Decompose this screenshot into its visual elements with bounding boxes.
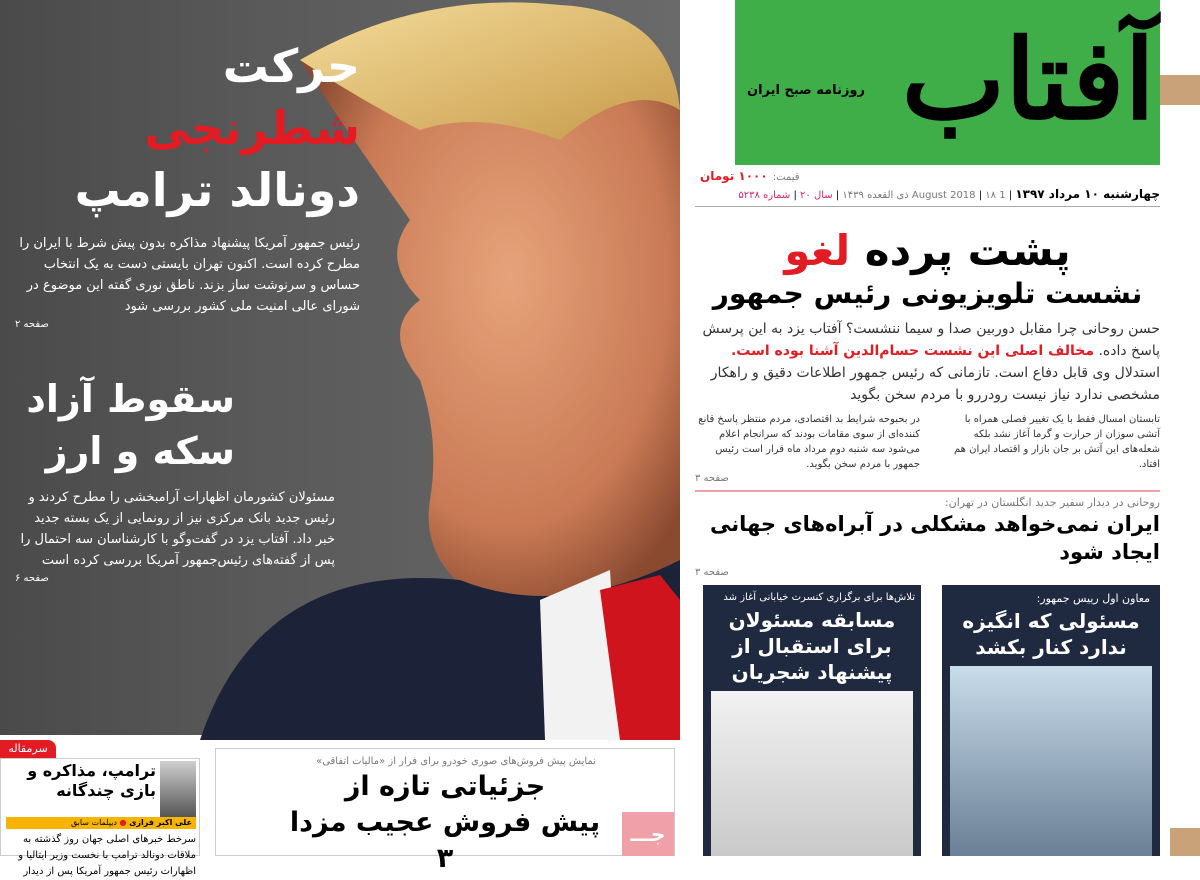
photo-stories — [15, 35, 360, 587]
waterways-headline[interactable]: ایران نمی‌خواهد مشکلی در آبراه‌های جهانی ایجاد شود — [710, 512, 1160, 564]
box-kicker: تلاش‌ها برای برگزاری کنسرت خیابانی آغاز شد — [723, 592, 915, 603]
price: ۱۰۰۰ تومان — [700, 169, 768, 183]
currency-headline[interactable] — [15, 373, 235, 477]
page-ref[interactable]: صفحه ۶ — [15, 573, 49, 584]
author-role: دیپلمات سابق — [70, 818, 117, 827]
mazda-story[interactable] — [215, 748, 675, 874]
editorial-box[interactable] — [0, 758, 200, 877]
headline-line2: سکه و ارز — [45, 429, 235, 473]
lead-body-highlight: مخالف اصلی این نشست حسام‌الدین آشنا بوده است. — [730, 343, 1095, 359]
price-label: قیمت: — [772, 172, 800, 183]
mazda-headline — [224, 769, 666, 877]
dateline: چهارشنبه ۱۰ مرداد ۱۳۹۷ | 1 August 2018 | ۱۸ ذی القعده ۱۴۳۹ | سال ۲۰ | شماره ۵۲۳۸ — [695, 186, 1160, 207]
headline-line2: پیش فروش عجیب مزدا ۳ — [289, 807, 601, 874]
editorial-badge: سرمقاله — [0, 740, 56, 758]
side-tab — [1170, 828, 1200, 856]
lead-column-right: تابستان امسال فقط با یک تغییر فصلی همراه با آتشی سوزان از حرارت و گرما آغاز نشد بلکه شعله‌های این آتش بر جان بازار و اقتصاد ایران هم افتاد. — [954, 414, 1160, 470]
page-ref[interactable]: صفحه ۳ — [695, 567, 729, 578]
right-column — [695, 226, 1160, 856]
year: سال ۲۰ — [800, 190, 833, 201]
stamp-graphic: جـــ — [622, 812, 674, 856]
lead-columns — [695, 412, 1160, 486]
photo-story-body: رئیس جمهور آمریکا پیشنهاد مذاکره بدون پیش شرط با ایران را مطرح کرده است. اکنون تهران بایستی دست به یک انتخاب حساس و سرنوشت ساز بزند. ناطق نوری گفته این موضوع در شورای عالی امنیت ملی کشور بررسی شود — [19, 236, 360, 314]
issue-number: شماره ۵۲۳۸ — [738, 190, 791, 201]
box-headline: مسئولی که انگیزه ندارد کنار بکشد — [962, 609, 1140, 659]
photo-story-headline[interactable] — [15, 35, 360, 221]
news-photo — [950, 666, 1152, 856]
lead-body-part1: حسن روحانی چرا مقابل دوربین صدا و سیما ننشست؟ آفتاب یزد به این پرسش پاسخ داده. — [702, 321, 1160, 359]
headline-line1: سقوط آزاد — [26, 377, 235, 421]
date-hijri: ۱۸ ذی القعده ۱۴۳۹ — [842, 190, 997, 201]
story-box-left[interactable] — [703, 585, 921, 856]
date-persian: چهارشنبه ۱۰ مرداد ۱۳۹۷ — [1015, 187, 1160, 201]
author-bar: علی اکبر فرازی ● دیپلمات سابق — [6, 817, 196, 829]
waterways-kicker: روحانی در دیدار سفیر جدید انگلستان در تهران: — [944, 496, 1160, 509]
page-ref[interactable]: صفحه ۲ — [15, 319, 49, 330]
headline-red-word: شطرنجی — [144, 101, 360, 155]
headline-part1: پشت پرده — [850, 226, 1071, 275]
headline-part1: حرکت — [222, 39, 360, 93]
lead-body — [695, 318, 1160, 406]
lead-headline[interactable] — [695, 226, 1160, 276]
lead-body-part2: استدلال وی قابل دفاع است. تازمانی که رئیس جمهور اطلاعات دقیق و راهکار مشخصی ندارد نیاز نیست رودررو با مردم سخن بگوید — [710, 365, 1160, 403]
headline-line1: جزئیاتی تازه از — [344, 771, 546, 802]
price-block — [700, 166, 800, 187]
author-name: علی اکبر فرازی — [129, 818, 192, 827]
lead-column-left: در بحبوحه شرایط بد اقتصادی، مردم منتظر پاسخ قانع کننده‌ای از سوی مقامات بودند که سرانجام اعلام می‌شود سه شنبه دوم مرداد ماه قرار است رئیس جمهور با مردم سخن بگوید. — [698, 414, 920, 470]
mazda-kicker: نمایش پیش فروش‌های صوری خودرو برای فرار از «مالیات اتفاقی» — [316, 756, 596, 767]
news-photo — [711, 691, 913, 856]
date-english: 1 August 2018 — [911, 190, 1006, 201]
page-ref[interactable]: صفحه ۳ — [695, 473, 729, 484]
headline-red-word: لغو — [784, 226, 851, 275]
masthead-subtitle: روزنامه صبح ایران — [746, 83, 865, 98]
lead-subhead: نشست تلویزیونی رئیس جمهور — [712, 277, 1143, 310]
newspaper-logo: آفتاب — [901, 15, 1155, 144]
headline-line2: دونالد ترامپ — [74, 163, 360, 217]
editorial-headline: ترامپ، مذاکره و بازی چندگانه — [27, 761, 156, 800]
author-photo — [160, 761, 196, 817]
box-kicker: معاون اول رییس جمهور: — [1036, 592, 1150, 605]
story-box-right[interactable] — [942, 585, 1160, 856]
side-tab — [1160, 75, 1200, 105]
currency-body: مسئولان کشورمان اظهارات آرامبخشی را مطرح کردند و رئیس جدید بانک مرکزی نیز از رونمایی از یک بسته جدید خبر داد. آفتاب یزد در گفت‌وگو با کارشناسان سه احتمال را پس از گفته‌های رئیس‌جمهور آمریکا بررسی کرده است — [20, 490, 335, 568]
editorial-body: سرخط خبرهای اصلی جهان روز گذشته به ملاقات دونالد ترامپ با نخست وزیر ایتالیا و اظهارات رئیس جمهور آمریکا پس از دیدار — [18, 834, 196, 877]
box-headline: مسابقه مسئولان برای استقبال از پیشنهاد شجریان — [728, 608, 896, 684]
story-boxes — [695, 585, 1160, 856]
divider — [695, 490, 1160, 492]
